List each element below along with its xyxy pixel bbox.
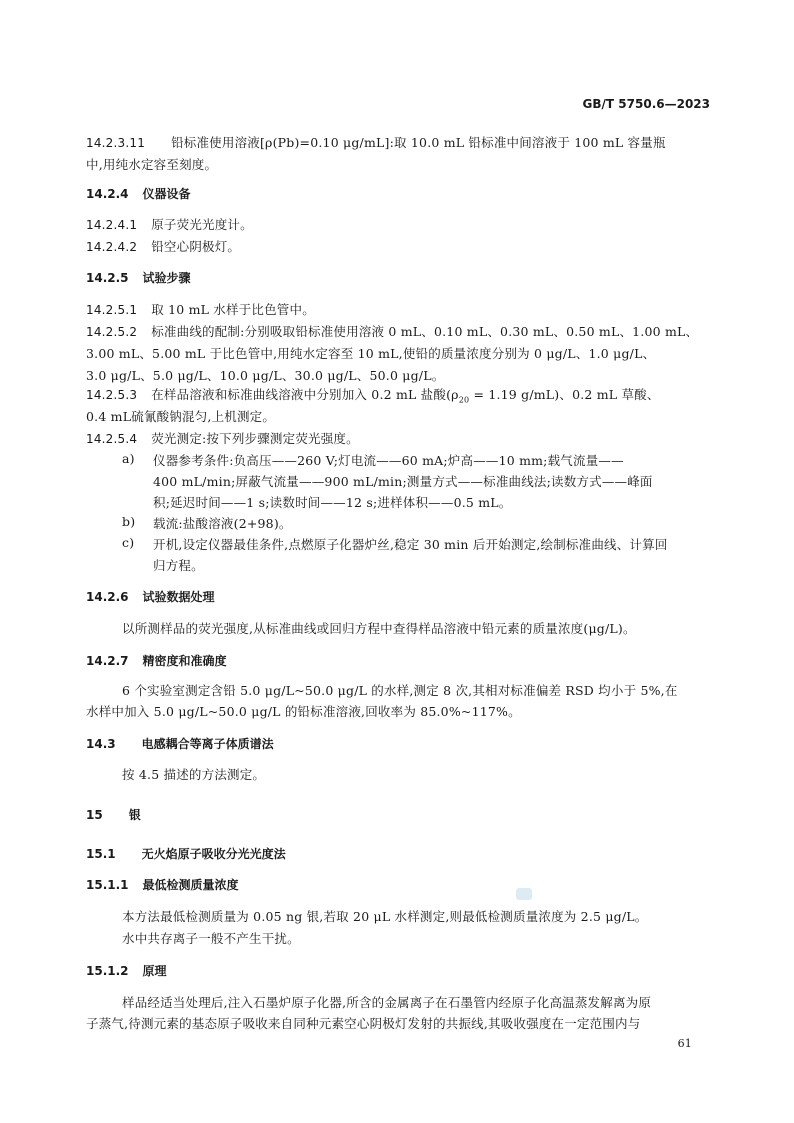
- heading-number: 14.3: [86, 737, 116, 751]
- watermark-logo: [516, 888, 532, 900]
- list-item-b-line1: 载流:盐酸溶液(2+98)。: [153, 516, 292, 531]
- list-item-c-line2: 归方程。: [153, 558, 204, 573]
- heading-number: 15: [86, 808, 103, 822]
- heading-title: 最低检测质量浓度: [142, 878, 239, 892]
- heading-number: 14.2.4: [86, 187, 129, 201]
- clause-text: 标准曲线的配制:分别吸取铅标准使用溶液 0 mL、0.10 mL、0.30 mL、0.50 mL、1.00 mL、: [151, 324, 699, 339]
- paragraph-14-2-3-11-line2: 中,用纯水定容至刻度。: [86, 157, 218, 172]
- list-item-a-line3: 积;延迟时间——1 s;读数时间——12 s;进样体积——0.5 mL。: [153, 495, 512, 510]
- clause-number: 14.2.5.2: [86, 325, 138, 339]
- heading-number: 15.1.1: [86, 878, 129, 892]
- clause-14-2-5-3-line1: [86, 385, 660, 405]
- heading-number: 14.2.5: [86, 271, 129, 285]
- list-label-b: b): [122, 514, 136, 529]
- heading-title: 无火焰原子吸收分光光度法: [141, 847, 286, 861]
- list-label-a: a): [122, 451, 135, 466]
- heading-14-3: [86, 735, 274, 752]
- paragraph-14-3: 按 4.5 描述的方法测定。: [122, 767, 266, 782]
- clause-text: 荧光测定:按下列步骤测定荧光强度。: [151, 431, 359, 446]
- clause-14-2-5-4: [86, 429, 359, 447]
- heading-number: 15.1: [86, 847, 116, 861]
- list-item-a-line2: 400 mL/min;屏蔽气流量——900 mL/min;测量方式——标准曲线法;读数方式——峰面: [153, 474, 653, 489]
- clause-14-2-5-3-line2: 0.4 mL硫氰酸钠混匀,上机测定。: [86, 409, 276, 424]
- heading-15-1-2: [86, 962, 167, 979]
- heading-14-2-5: [86, 269, 191, 286]
- clause-number: 14.2.3.11: [86, 136, 146, 150]
- page-number: 61: [677, 1037, 692, 1050]
- list-label-c: c): [122, 535, 135, 550]
- heading-15-1: [86, 845, 286, 862]
- clause-text: 铅标准使用溶液[ρ(Pb)=0.10 μg/mL]:取 10.0 mL 铅标准中间溶液于 100 mL 容量瓶: [171, 135, 666, 150]
- clause-14-2-5-2-line3: 3.0 μg/L、5.0 μg/L、10.0 μg/L、30.0 μg/L、50.0 μg/L。: [86, 368, 445, 383]
- paragraph-15-1-1-line2: 水中共存离子一般不产生干扰。: [122, 931, 300, 946]
- heading-title: 原理: [142, 964, 167, 978]
- clause-14-2-5-1: [86, 300, 315, 318]
- heading-title: 仪器设备: [142, 187, 191, 201]
- paragraph-15-1-1-line1: 本方法最低检测质量为 0.05 ng 银,若取 20 μL 水样测定,则最低检测质量浓度为 2.5 μg/L。: [122, 909, 648, 924]
- heading-title: 精密度和准确度: [142, 654, 227, 668]
- density-subscript: 20: [458, 395, 470, 405]
- clause-14-2-4-2: [86, 237, 240, 255]
- clause-text: 在样品溶液和标准曲线溶液中分别加入 0.2 mL 盐酸(ρ: [151, 387, 459, 402]
- clause-number: 14.2.4.2: [86, 240, 138, 254]
- paragraph-14-2-3-11-line1: [86, 133, 666, 151]
- clause-text: 铅空心阴极灯。: [151, 239, 241, 254]
- paragraph-15-1-2-line1: 样品经适当处理后,注入石墨炉原子化器,所含的金属离子在石墨管内经原子化高温蒸发解离为原: [122, 995, 652, 1010]
- clause-14-2-4-1: [86, 215, 253, 233]
- clause-text-cont: = 1.19 g/mL)、0.2 mL 草酸、: [469, 387, 660, 402]
- clause-text: 原子荧光光度计。: [151, 217, 253, 232]
- clause-text: 取 10 mL 水样于比色管中。: [151, 302, 315, 317]
- clause-number: 14.2.5.3: [86, 388, 138, 402]
- clause-number: 14.2.5.4: [86, 432, 138, 446]
- heading-15: [86, 806, 141, 823]
- list-item-c-line1: 开机,设定仪器最佳条件,点燃原子化器炉丝,稳定 30 min 后开始测定,绘制标准曲线、计算回: [153, 537, 668, 552]
- heading-number: 14.2.6: [86, 590, 129, 604]
- standard-number: GB/T 5750.6—2023: [582, 97, 710, 111]
- paragraph-14-2-6: 以所测样品的荧光强度,从标准曲线或回归方程中查得样品溶液中铅元素的质量浓度(μg/L)。: [122, 621, 636, 636]
- heading-number: 14.2.7: [86, 654, 129, 668]
- paragraph-14-2-7-line2: 水样中加入 5.0 μg/L~50.0 μg/L 的铅标准溶液,回收率为 85.0%~117%。: [86, 704, 521, 719]
- heading-14-2-7: [86, 652, 227, 669]
- paragraph-15-1-2-line2: 子蒸气,待测元素的基态原子吸收来自同种元素空心阴极灯发射的共振线,其吸收强度在一定范围内与: [86, 1016, 641, 1031]
- heading-title: 试验步骤: [142, 271, 191, 285]
- heading-14-2-6: [86, 588, 215, 605]
- clause-number: 14.2.5.1: [86, 303, 138, 317]
- heading-title: 银: [128, 808, 141, 822]
- clause-14-2-5-2-line1: [86, 322, 698, 340]
- heading-number: 15.1.2: [86, 964, 129, 978]
- clause-14-2-5-2-line2: 3.00 mL、5.00 mL 于比色管中,用纯水定容至 10 mL,使铅的质量浓度分别为 0 μg/L、1.0 μg/L、: [86, 346, 656, 361]
- list-item-a-line1: 仪器参考条件:负高压——260 V;灯电流——60 mA;炉高——10 mm;载气流量——: [153, 453, 624, 468]
- paragraph-14-2-7-line1: 6 个实验室测定含铅 5.0 μg/L~50.0 μg/L 的水样,测定 8 次,其相对标准偏差 RSD 均小于 5%,在: [122, 683, 678, 698]
- heading-title: 电感耦合等离子体质谱法: [141, 737, 274, 751]
- clause-number: 14.2.4.1: [86, 218, 138, 232]
- heading-15-1-1: [86, 876, 239, 893]
- heading-title: 试验数据处理: [142, 590, 215, 604]
- heading-14-2-4: [86, 185, 191, 202]
